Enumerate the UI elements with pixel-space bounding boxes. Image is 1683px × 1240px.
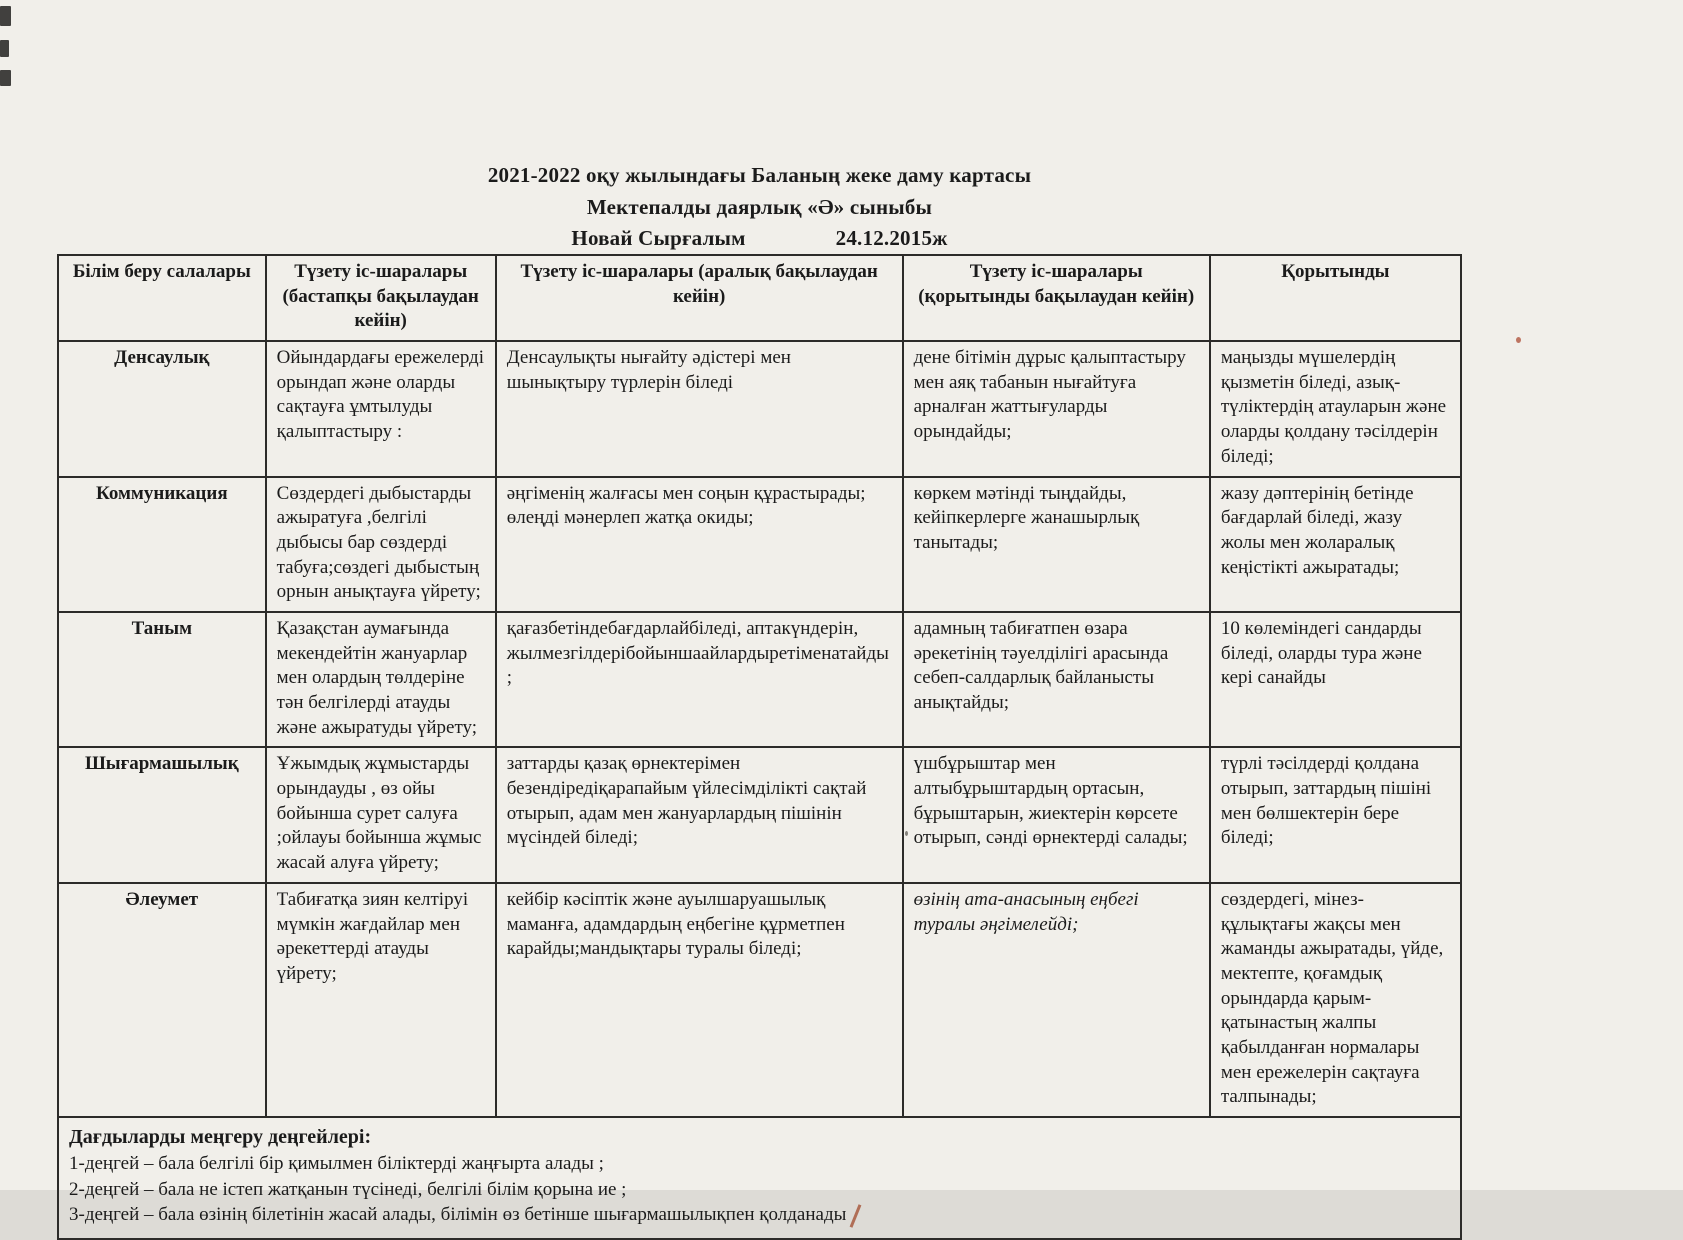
col-header-final-measures: Түзету іс-шаралары (қорытынды бақылаудан кейін): [903, 255, 1210, 341]
skill-levels-row: [58, 1117, 1461, 1239]
skill-level-1: 1-деңгей – бала белгілі бір қимылмен біліктерді жаңғырта алады ;: [69, 1153, 604, 1174]
teacher-name: Новай Сырғалым: [571, 226, 746, 250]
final-cell: көркем мәтінді тыңдайды, кейіпкерлерге жанашырлық танытады;: [903, 477, 1210, 612]
area-cell: Әлеумет: [58, 883, 266, 1117]
intermediate-cell: Денсаулықты нығайту әдістері мен шынықтыру түрлерін біледі: [496, 341, 903, 476]
col-header-summary: Қорытынды: [1210, 255, 1461, 341]
intermediate-cell: әңгіменің жалғасы мен соңын құрастырады; өлеңді мәнерлеп жатқа окиды;: [496, 477, 903, 612]
development-table: [57, 254, 1462, 1240]
scan-artifact: [1516, 337, 1521, 343]
summary-cell: 10 көлеміндегі сандарды біледі, оларды тура және кері санайды: [1210, 612, 1461, 747]
table-row-health: [58, 341, 1461, 476]
scan-artifact: [0, 40, 9, 57]
area-cell: Шығармашылық: [58, 747, 266, 882]
initial-cell: Ұжымдық жұмыстарды орындауды , өз ойы бойынша сурет салуға ;ойлауы бойынша жұмыс жасай алуға үйрету;: [266, 747, 496, 882]
table-row-creativity: [58, 747, 1461, 882]
document-date: 24.12.2015ж: [835, 226, 948, 250]
scan-artifact: [0, 70, 11, 86]
initial-cell: Қазақстан аумағында мекендейтін жануарлар мен олардың төлдеріне тән белгілерді атауды және ажыратуды үйрету;: [266, 612, 496, 747]
header-row: [58, 255, 1461, 341]
table-row-social: [58, 883, 1461, 1117]
col-header-education-areas: Білім беру салалары: [58, 255, 266, 341]
initial-cell: Ойындардағы ережелерді орындап және оларды сақтауға ұмтылуды қалыптастыру :: [266, 341, 496, 476]
col-header-intermediate-measures: Түзету іс-шаралары (аралық бақылаудан кейін): [496, 255, 903, 341]
summary-cell: сөздердегі, мінез-құлықтағы жақсы мен жаманды ажыратады, үйде, мектепте, қоғамдық орындарда қарым-қатынастың жалпы қабылданған нормалары мен ережелерін сақтауға талпынады;: [1210, 883, 1461, 1117]
summary-cell: жазу дәптерінің бетінде бағдарлай біледі, жазу жолы мен жоларалық кеңістікті ажыратады;: [1210, 477, 1461, 612]
intermediate-cell: қағазбетіндебағдарлайбіледі, аптакүндерін, жылмезгілдерібойыншаайлардыретіменатайды;: [496, 612, 903, 747]
scan-artifact: [0, 6, 11, 26]
area-cell: Коммуникация: [58, 477, 266, 612]
intermediate-cell: заттарды қазақ өрнектерімен безендіредіқарапайым үйлесімділікті сақтай отырып, адам мен жануарлардың пішінін мүсіндей біледі;: [496, 747, 903, 882]
area-cell: Денсаулық: [58, 341, 266, 476]
col-header-initial-measures: Түзету іс-шаралары (бастапқы бақылаудан кейін): [266, 255, 496, 341]
skill-level-2: 2-деңгей – бала не істеп жатқанын түсінеді, белгілі білім қорына ие ;: [69, 1178, 627, 1200]
final-cell: өзінің ата-анасының еңбегі туралы әңгімелейді;: [903, 883, 1210, 1117]
summary-cell: маңызды мүшелердің қызметін біледі, азық-түліктердің атауларын және оларды қолдану тәсілдерін біледі;: [1210, 341, 1461, 476]
initial-cell: Сөздердегі дыбыстарды ажыратуға ,белгілі дыбысы бар сөздерді табуға;сөздегі дыбыстың орнын анықтауға үйрету;: [266, 477, 496, 612]
title-line-1: 2021-2022 оқу жылындағы Баланың жеке даму картасы: [487, 163, 1032, 187]
table-row-communication: [58, 477, 1461, 612]
final-cell: адамның табиғатпен өзара әрекетінің тәуелділігі арасында себеп-салдарлық байланысты анықтайды;: [903, 612, 1210, 747]
table-row-cognition: [58, 612, 1461, 747]
final-cell: үшбұрыштар мен алтыбұрыштардың ортасын, бұрыштарын, жиектерін көрсете отырып, сәнді өрнектерді салады;: [903, 747, 1210, 882]
pen-mark: [850, 1204, 862, 1227]
summary-cell: түрлі тәсілдерді қолдана отырып, заттардың пішіні мен бөлшектерін бере біледі;: [1210, 747, 1461, 882]
area-cell: Таным: [58, 612, 266, 747]
skill-levels-heading: Дағдыларды меңгеру деңгейлері:: [69, 1126, 372, 1148]
final-cell: дене бітімін дұрыс қалыптастыру мен аяқ табанын нығайтуға арналған жаттығуларды орындайды;: [903, 341, 1210, 476]
skill-levels-cell: [58, 1117, 1461, 1239]
skill-level-3: 3-деңгей – бала өзінің білетінін жасай алады, білімін өз бетінше шығармашылықпен қолданады: [69, 1202, 1450, 1228]
document-title: [57, 160, 1462, 255]
initial-cell: Табиғатқа зиян келтіруі мүмкін жағдайлар мен әрекеттерді атауды үйрету;: [266, 883, 496, 1117]
intermediate-cell: кейбір кәсіптік және ауылшаруашылық маманға, адамдардың еңбегіне құрметпен карайды;мандықтары туралы біледі;: [496, 883, 903, 1117]
title-line-3: [57, 223, 1462, 255]
title-line-2: Мектепалды даярлық «Ә» сыныбы: [586, 194, 933, 219]
